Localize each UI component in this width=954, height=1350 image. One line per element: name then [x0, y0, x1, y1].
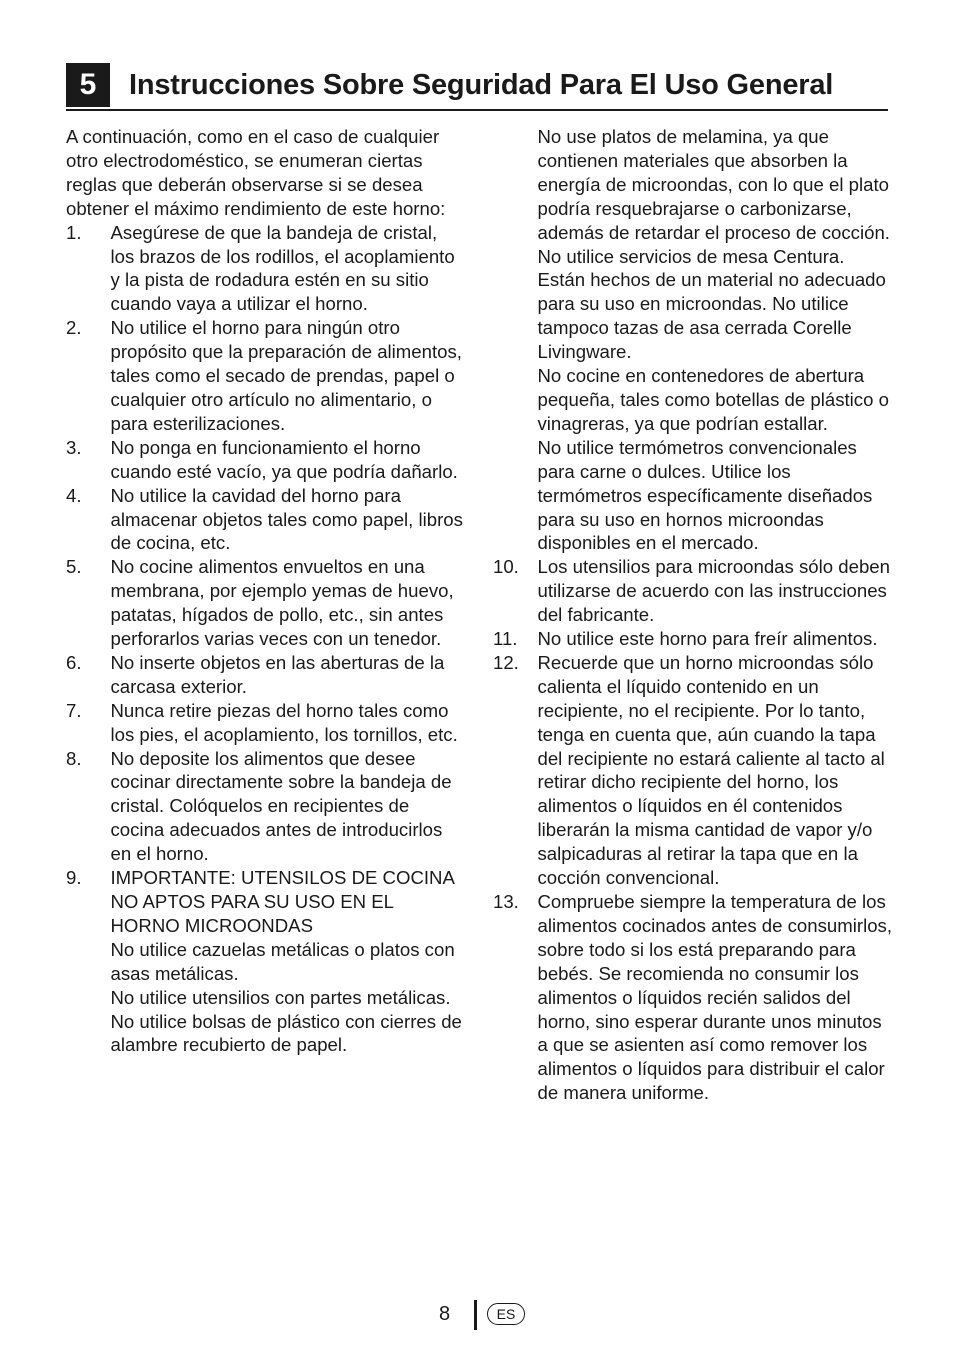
list-item [493, 555, 893, 627]
item-text: No inserte objetos en las aberturas de la carcasa exterior. [110, 651, 445, 697]
item-number: 6. [66, 651, 82, 673]
item-text: Nunca retire piezas del horno tales como los pies, el acoplamiento, los tornillos, etc. [110, 699, 458, 745]
list-item [493, 627, 893, 651]
instruction-list-right [493, 555, 893, 1105]
item-text: No ponga en funcionamiento el horno cuando esté vacío, ya que podría dañarlo. [110, 436, 458, 482]
item-number: 3. [66, 436, 82, 458]
item9-continuation: No cocine en contenedores de abertura pequeña, tales como botellas de plástico o vinagreras, ya que podrían estallar. [537, 365, 889, 434]
item-number: 13. [493, 891, 519, 912]
item-number: 2. [66, 317, 82, 339]
item-text: No cocine alimentos envueltos en una membrana, por ejemplo yemas de huevo, patatas, hígados de pollo, etc., sin antes perforarlos varias veces con un tenedor. [110, 556, 454, 650]
section-number: 5 [66, 63, 110, 107]
list-item [66, 699, 466, 747]
item-number: 4. [66, 484, 82, 506]
list-item [66, 221, 466, 317]
list-item [493, 651, 893, 890]
list-item [66, 651, 466, 699]
list-item [493, 890, 893, 1105]
item-number: 11. [493, 628, 518, 650]
page-number: 8 [439, 1303, 451, 1325]
intro-paragraph: A continuación, como en el caso de cualquier otro electrodoméstico, se enumeran ciertas reglas que deberán observarse si se desea obtener el máximo rendimiento de este horno: [66, 126, 446, 219]
item-text: No utilice este horno para freír alimentos. [537, 628, 878, 650]
item-number: 5. [66, 556, 82, 578]
item-text: No utilice cazuelas metálicas o platos con asas metálicas. [110, 938, 455, 984]
list-item [66, 436, 466, 484]
item-number: 8. [66, 747, 82, 769]
item-text: Compruebe siempre la temperatura de los alimentos cocinados antes de consumirlos, sobre todo si los está preparando para bebés. Se recomienda no consumir los alimentos o líquidos recién salidos del horno, sino esperar durante unos minutos a que se asienten así como remover los alimentos o líquidos para distribuir el calor de manera uniforme. [537, 891, 892, 1104]
list-item [66, 555, 466, 651]
item-text: Los utensilios para microondas sólo deben utilizarse de acuerdo con las instrucciones del fabricante. [537, 556, 890, 626]
item-text: No utilice la cavidad del horno para almacenar objetos tales como papel, libros de cocina, etc. [110, 484, 463, 554]
important-heading: IMPORTANTE: UTENSILOS DE COCINA NO APTOS PARA SU USO EN EL HORNO MICROONDAS [110, 867, 454, 936]
item9-continuation: No use platos de melamina, ya que contienen materiales que absorben la energía de microondas, con lo que el plato podría resquebrajarse o carbonizarse, además de retardar el proceso de cocción. [537, 126, 890, 243]
language-badge: ES [487, 1303, 525, 1325]
item-number: 12. [493, 651, 519, 673]
list-item [66, 747, 466, 867]
item9-continuation: No utilice termómetros convencionales para carne o dulces. Utilice los termómetros específicamente diseñados para su uso en hornos microondas disponibles en el mercado. [537, 436, 873, 554]
item-text: Asegúrese de que la bandeja de cristal, los brazos de los rodillos, el acoplamiento y la pista de rodadura estén en su sitio cuando vaya a utilizar el horno. [110, 221, 455, 315]
list-item [66, 316, 466, 436]
list-item [66, 484, 466, 556]
item-text: Recuerde que un horno microondas sólo calienta el líquido contenido en un recipiente, no el recipiente. Por lo tanto, tenga en cuenta que, aún cuando la tapa del recipiente no estará caliente al tacto al retirar dicho recipiente del horno, los alimentos o líquidos en él contenidos liberarán la misma cantidad de vapor y/o salpicaduras al retirar la tapa que en la cocción convencional. [537, 651, 885, 889]
item-number: 9. [66, 867, 82, 889]
item-text: No utilice bolsas de plástico con cierres de alambre recubierto de papel. [110, 1010, 462, 1056]
item-text: No utilice el horno para ningún otro propósito que la preparación de alimentos, tales como el secado de prendas, papel o cualquier otro artículo no alimentario, o para esterilizaciones. [110, 317, 462, 434]
section-title: Instrucciones Sobre Seguridad Para El Uso General [129, 69, 834, 101]
footer-divider [474, 1300, 477, 1330]
item9-continuation: No utilice servicios de mesa Centura. Están hechos de un material no adecuado para su uso en microondas. No utilice tampoco tazas de asa cerrada Corelle Livingware. [537, 245, 886, 363]
item-number: 1. [66, 221, 82, 243]
item-number: 7. [66, 699, 82, 721]
instruction-list-left [66, 221, 466, 1058]
section-header [66, 63, 888, 111]
item-number: 10. [493, 556, 519, 578]
left-column [66, 125, 466, 1057]
right-column [493, 125, 893, 1105]
item-text: No utilice utensilios con partes metálicas. [110, 986, 451, 1008]
list-item-important [66, 866, 466, 1057]
item-text: No deposite los alimentos que desee cocinar directamente sobre la bandeja de cristal. Colóquelos en recipientes de cocina adecuados antes de introducirlos en el horno. [110, 747, 452, 865]
